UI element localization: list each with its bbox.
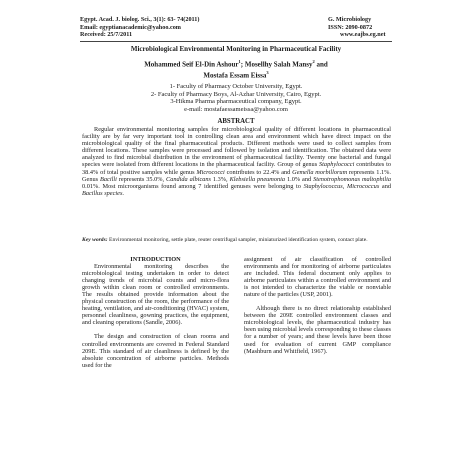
header-rule (80, 41, 392, 42)
intro-paragraph-2: The design and construction of clean rooms and controlled environments are covered in Federal Standard 209E. This standard of air cleanliness is defined by the absolute concentration of airborne particles. Methods used for the (82, 333, 229, 369)
intro-paragraph-3: assignment of air classification of controlled environments and for monitoring of airborne particulates are included. This federal document only applies to airborne particulates within a controlled environment and is not intended to characterize the viable or nonviable nature of the particles (USP, 2001). (244, 256, 391, 299)
body-column-right (244, 256, 391, 355)
introduction-heading: INTRODUCTION (130, 256, 181, 263)
intro-paragraph-4: Although there is no direct relationship established between the 209E controlled environment classes and microbiological levels, the pharmaceutical industry has been using microbial levels corresponding to these classes for a number of years; and these levels have been those used for evaluation of current GMP compliance (Mashburn and Whitfield, 1967). (244, 305, 391, 355)
keywords-label: Key words: (82, 237, 108, 243)
abstract-text: Regular environmental monitoring samples for microbiological quality of different locations in pharmaceutical facility are by far very important tool in controlling clean area and environment which have direct impact on the microbiological quality of the final pharmaceutical products. Different methods were used to collect samples from different locations. These samples were processed and followed by isolation and identification. The obtained data were analyzed to find microbial distribution in the environment of pharmaceutical facility. Twenty one bacterial and fungal species were isolated from different locations in the pharmaceutical facility. Group of genus Staphylococci contributes to 38.4% of total positive samples while genus Micrococci contributes to 22.4% and Gemella morbillorum represents 1.1%. Genus Bacilli represents 35.0%, Candida albicans 1.3%, Klebsiella pneumonia 1.0% and Stenotrophomonas maltophilia 0.01%. Most microorganisms found among 7 identified genuses were belonging to Staphylococcus, Micrococcus and Bacillus species. (82, 126, 392, 197)
journal-email: Email: egyptianacademic@yahoo.com (80, 23, 181, 31)
journal-header-right (320, 16, 430, 39)
journal-citation: Egypt. Acad. J. biolog. Sci., 3(1): 63- 74(2011) (80, 16, 200, 23)
paper-title: Microbiological Environmental Monitoring in Pharmaceutical Facility (130, 45, 342, 53)
body-column-left (82, 256, 229, 369)
author-1: Mohammed Seif El-Din Ashour (144, 60, 239, 69)
affiliation-3: 3-Hikma Pharma pharmaceutical company, Egypt. (170, 98, 302, 106)
journal-section: G. Microbiology (328, 16, 372, 23)
journal-issn: ISSN: 2090-0872 (328, 23, 373, 31)
corresponding-email: e-mail: mostafaessameissa@yahoo.com (184, 105, 288, 113)
abstract-heading: ABSTRACT (217, 118, 255, 125)
intro-paragraph-1: Environmental monitoring describes the microbiological testing undertaken in order to detect changing trends of microbial counts and micro-flora growth within clean room or controlled environments. The results obtained provide information about the physical construction of the room, the performance of the heating, ventilation, and air-conditioning (HVAC) system, personnel cleanliness, gowning practices, the equipment, and cleaning operations (Sandle, 2006). (82, 263, 229, 327)
keywords-text: Environmental monitoring, settle plate, reuter centrifugal sampler, miniaturized identification system, contact plate. (107, 237, 368, 243)
journal-header-left (80, 16, 280, 39)
author-3: Mostafa Essam Eissa (203, 71, 267, 80)
affiliation-2: 2- Faculty of Pharmacy Boys, Al-Azhar University, Cairo, Egypt. (150, 90, 322, 98)
affiliation-1: 1- Faculty of Pharmacy October University, Egypt. (169, 83, 303, 90)
affiliations (80, 83, 392, 113)
keywords (82, 237, 391, 244)
author-2: ; Mosellhy Salah Mansy (240, 60, 313, 69)
journal-url: www.eajbs.eg.net (340, 31, 386, 39)
received-date: Received: 25/7/2011 (80, 31, 133, 39)
author-list: Mohammed Seif El-Din Ashour$^1$; Mosellhy Salah Mansy$^2$ and Mostafa Essam Eissa$^3$ (144, 59, 328, 80)
